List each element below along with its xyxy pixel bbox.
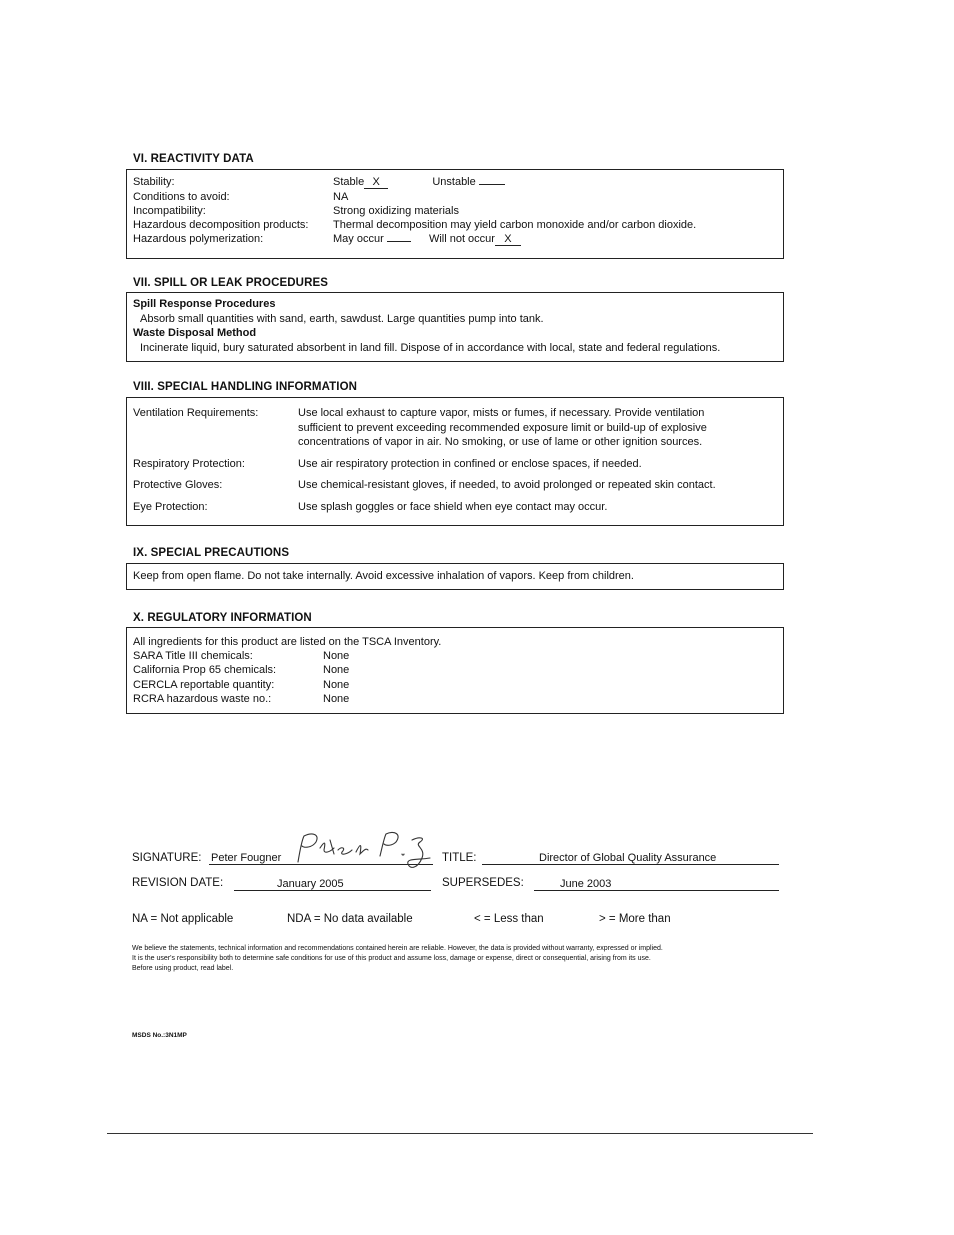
incompat-value: Strong oxidizing materials [333,205,459,217]
waste-heading: Waste Disposal Method [133,327,257,339]
handling-box [126,397,784,526]
spill-box [126,292,784,362]
section-title-precautions: IX. SPECIAL PRECAUTIONS [133,547,290,559]
disclaimer-line-2: It is the user's responsibility both to determine safe conditions for use of this product and assume loss, damage or expense, direct or consequential, arising from its use. [132,955,651,962]
legend-lt: < = Less than [474,913,544,925]
reactivity-box [126,169,784,259]
signer-name: Peter Fougner [211,852,282,864]
spill-heading: Spill Response Procedures [133,298,276,310]
revision-label: REVISION DATE: [132,877,224,889]
resp-value: Use air respiratory protection in confined or enclose spaces, if needed. [298,458,642,470]
rcra-value: None [323,693,350,705]
precautions-text: Keep from open flame. Do not take internally. Avoid excessive inhalation of vapors. Keep from children. [133,570,634,582]
legend-nda: NDA = No data available [287,913,413,925]
stability-label: Stability: [133,176,175,188]
conditions-value: NA [333,191,349,203]
incompat-label: Incompatibility: [133,205,206,217]
hazpoly-label: Hazardous polymerization: [133,233,264,245]
will-not-label: Will not occur [428,233,495,245]
revision-line [234,876,431,891]
supersedes-line [534,876,779,891]
resp-label: Respiratory Protection: [133,458,245,470]
title-label: TITLE: [442,852,477,864]
waste-text: Incinerate liquid, bury saturated absorbent in land fill. Dispose of in accordance with local, state and federal regulations. [140,342,721,354]
section-title-handling: VIII. SPECIAL HANDLING INFORMATION [133,381,358,393]
hazdecomp-label: Hazardous decomposition products: [133,219,309,231]
section-title-reactivity: VI. REACTIVITY DATA [133,153,254,165]
regulatory-box [126,627,784,714]
may-occur-mark [387,241,411,242]
gloves-value: Use chemical-resistant gloves, if needed, to avoid prolonged or repeated skin contact. [298,479,716,491]
ca-value: None [323,664,350,676]
eye-label: Eye Protection: [133,501,208,513]
precautions-box [126,563,784,590]
may-occur-label: May occur [333,233,384,245]
hazpoly-value [333,232,521,247]
will-not-mark: X [495,233,521,246]
cercla-value: None [323,679,350,691]
msds-number: MSDS No.:3N1MP [132,1032,187,1039]
section-title-regulatory: X. REGULATORY INFORMATION [133,612,312,624]
vent-line-3: concentrations of vapor in air. No smoking, or use of lame or other ignition sources. [298,436,703,448]
signature-label: SIGNATURE: [132,852,202,864]
revision-value: January 2005 [277,878,344,890]
supersedes-label: SUPERSEDES: [442,877,524,889]
gloves-label: Protective Gloves: [133,479,223,491]
title-value: Director of Global Quality Assurance [539,852,717,864]
legend-na: NA = Not applicable [132,913,234,925]
stable-mark: X [364,176,388,189]
title-line [482,850,779,865]
disclaimer-line-3: Before using product, read label. [132,965,234,972]
conditions-label: Conditions to avoid: [133,191,230,203]
vent-label: Ventilation Requirements: [133,407,259,419]
disclaimer-line-1: We believe the statements, technical information and recommendations contained herein are reliable. However, the data is provided without warranty, expressed or implied. [132,945,663,952]
stable-label: Stable [333,176,365,188]
sara-label: SARA Title III chemicals: [133,650,253,662]
stability-value [333,175,505,190]
vent-line-2: sufficient to prevent exceeding recommended exposure limit or build-up of explosive [298,422,707,434]
eye-value: Use splash goggles or face shield when eye contact may occur. [298,501,608,513]
sara-value: None [323,650,350,662]
vent-line-1: Use local exhaust to capture vapor, mists or fumes, if necessary. Provide ventilation [298,407,705,419]
cercla-label: CERCLA reportable quantity: [133,679,275,691]
supersedes-value: June 2003 [560,878,612,890]
disclaimer [132,944,792,974]
spill-text: Absorb small quantities with sand, earth, sawdust. Large quantities pump into tank. [140,313,544,325]
rcra-label: RCRA hazardous waste no.: [133,693,272,705]
legend-gt: > = More than [599,913,671,925]
ca-label: California Prop 65 chemicals: [133,664,277,676]
unstable-mark [479,184,505,185]
unstable-label: Unstable [432,176,476,188]
signature-script-icon [290,828,440,876]
regulatory-intro: All ingredients for this product are listed on the TSCA Inventory. [133,636,442,648]
hazdecomp-value: Thermal decomposition may yield carbon monoxide and/or carbon dioxide. [333,219,697,231]
section-title-spill: VII. SPILL OR LEAK PROCEDURES [133,277,329,289]
footer-divider [107,1133,813,1134]
